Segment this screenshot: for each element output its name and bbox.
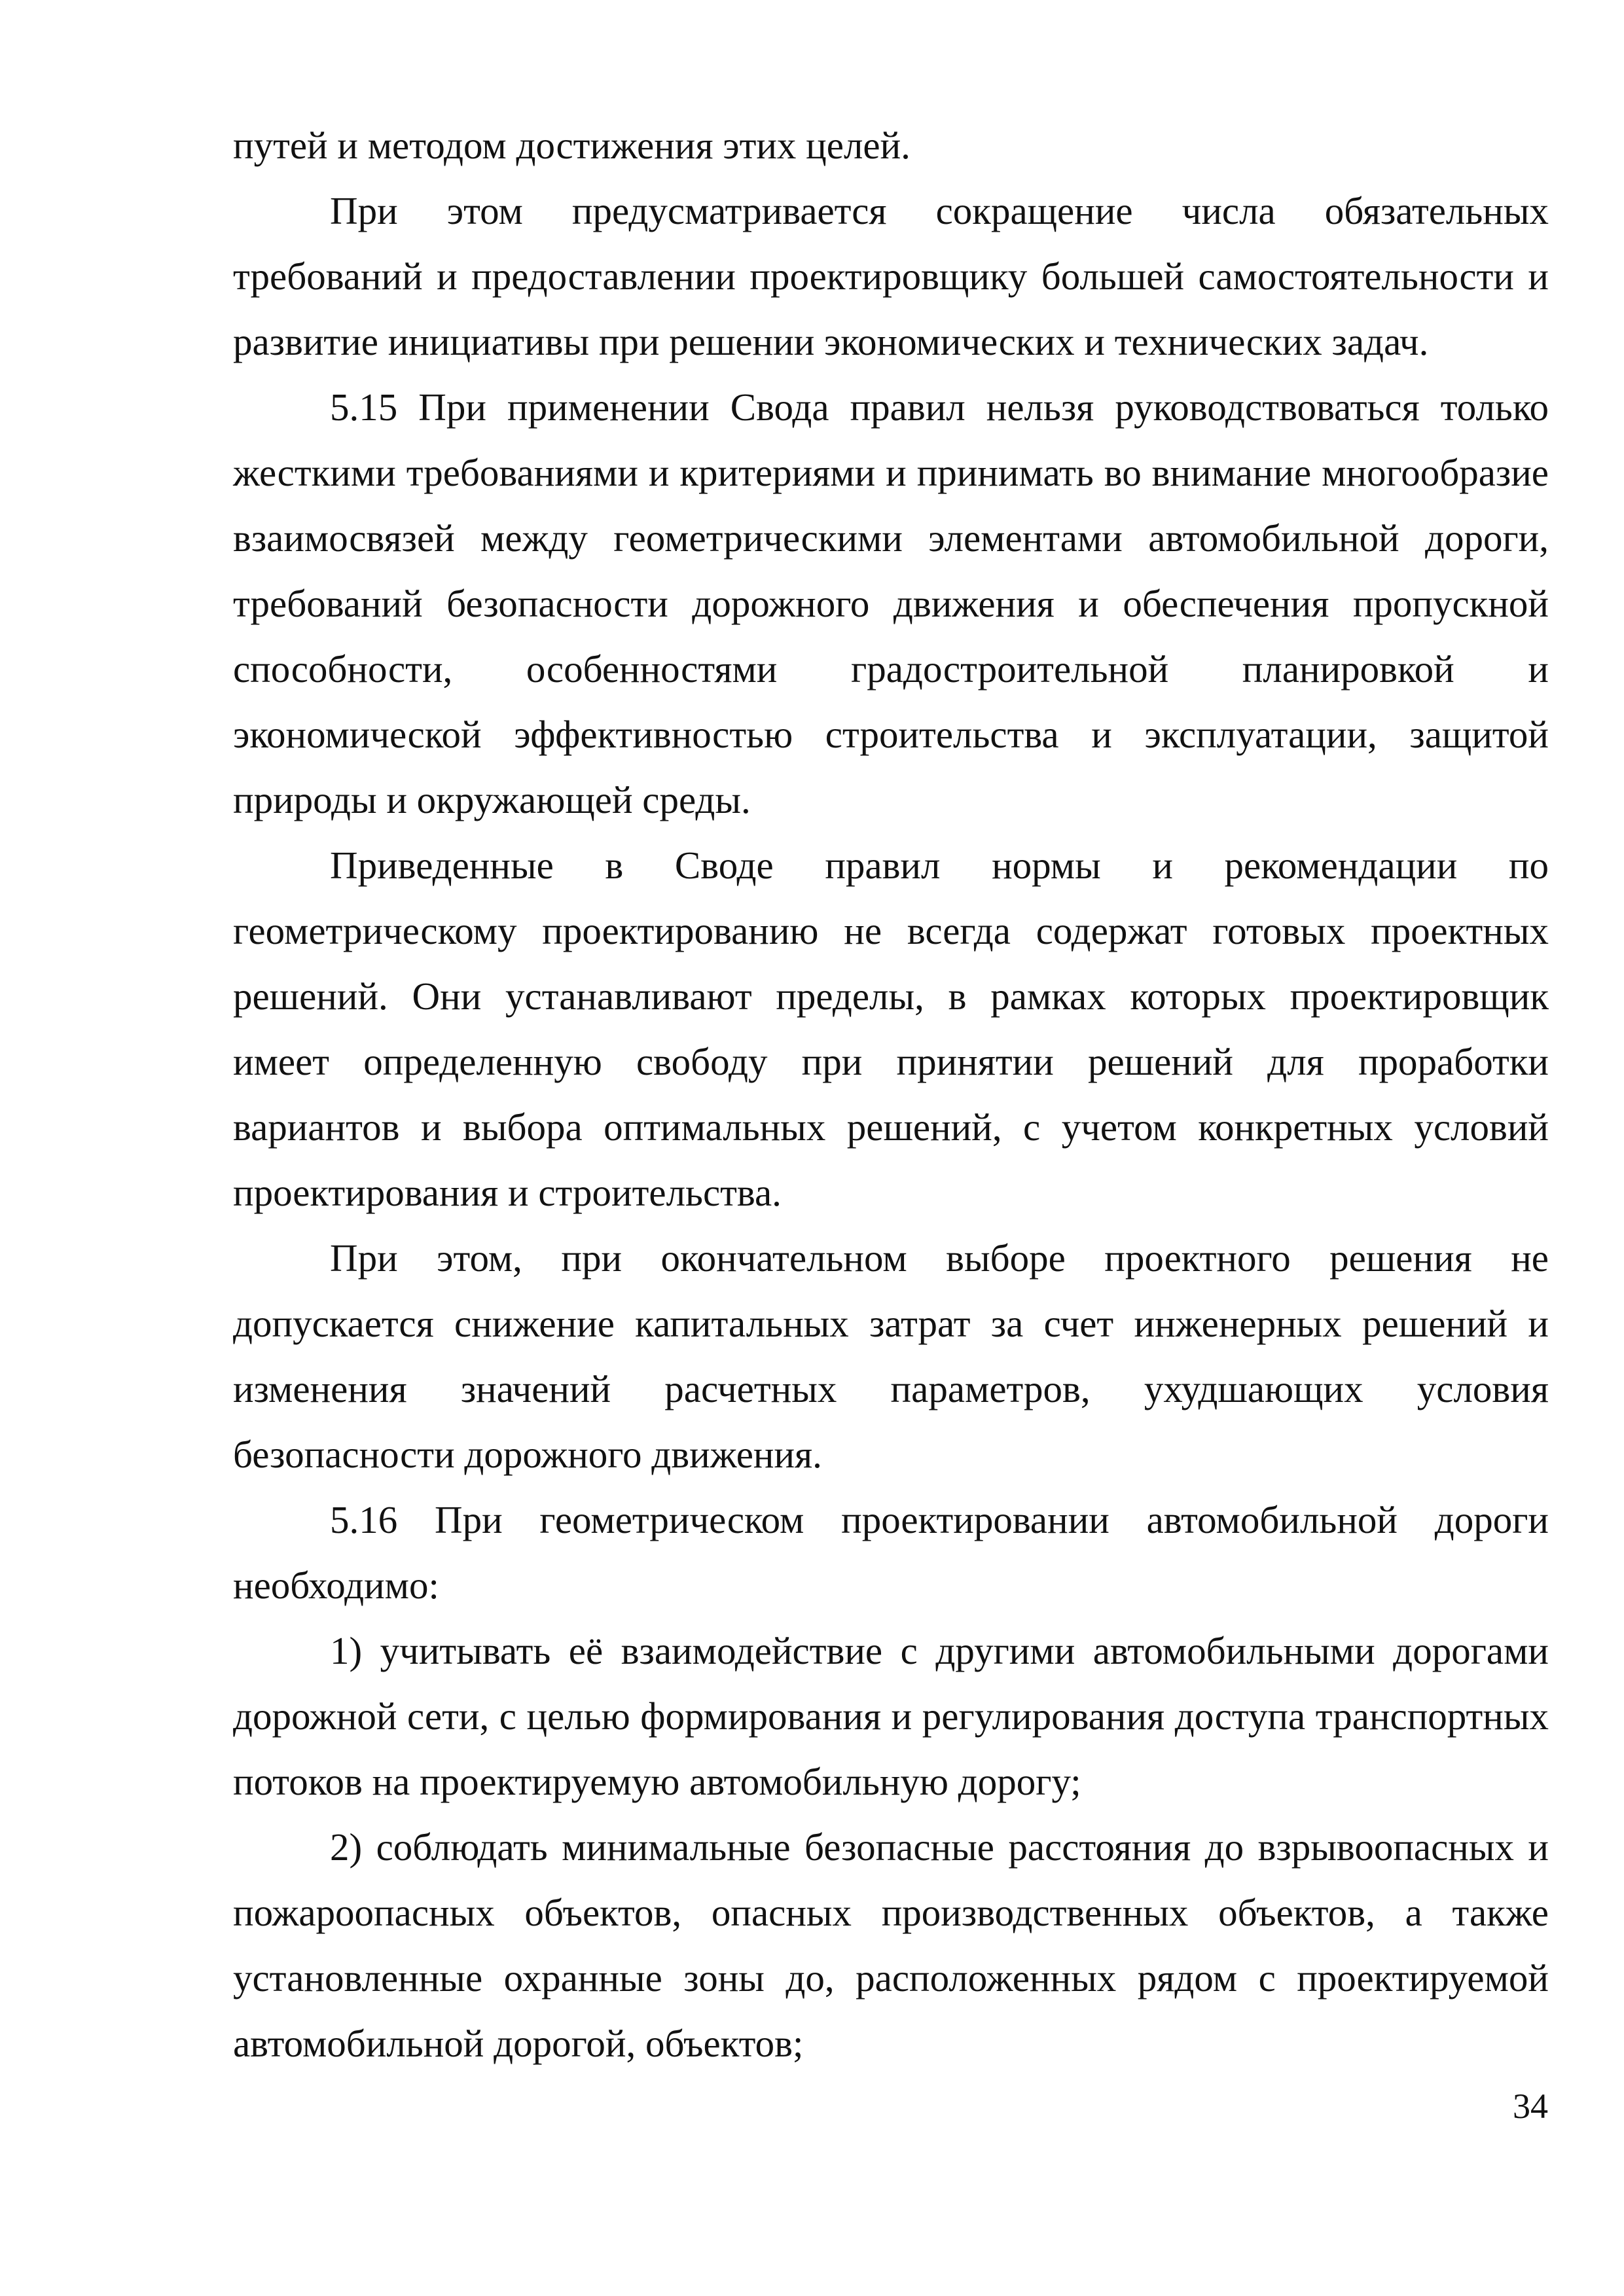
paragraph-requirements-reduction: При этом предусматривается сокращение числа обязательных требований и предоставлении проектировщику большей самостоятельности и развитие инициативы при решении экономических и технических задач. [233,189,1549,363]
paragraph-continuation: путей и методом достижения этих целей. [233,124,911,167]
body-text [233,113,1549,2076]
paragraph-cost-reduction: При этом, при окончательном выборе проектного решения не допускается снижение капитальных затрат за счет инженерных решений и изменения значений расчетных параметров, ухудшающих условия безопасности дорожного движения. [233,1236,1549,1476]
paragraph-5-15: 5.15 При применении Свода правил нельзя руководствоваться только жесткими требованиями и критериями и принимать во внимание многообразие взаимосвязей между геометрическими элементами автомобильной дороги, требований безопасности дорожного движения и обеспечения пропускной способности, особенностями градостроительной планировкой и экономической эффективностью строительства и эксплуатации, защитой природы и окружающей среды. [233,386,1549,821]
list-item-2: 2) соблюдать минимальные безопасные расстояния до взрывоопасных и пожароопасных объектов, опасных производственных объектов, а также установленные охранные зоны до, расположенных рядом с проектируемой автомобильной дорогой, объектов; [233,1825,1549,2065]
paragraph-5-16: 5.16 При геометрическом проектировании автомобильной дороги необходимо: [233,1498,1549,1607]
page-number: 34 [1513,2087,1548,2126]
list-item-1: 1) учитывать её взаимодействие с другими автомобильными дорогами дорожной сети, с целью формирования и регулирования доступа транспортных потоков на проектируемую автомобильную дорогу; [233,1629,1549,1803]
paragraph-norms-recommendations: Приведенные в Своде правил нормы и рекомендации по геометрическому проектированию не всегда содержат готовых проектных решений. Они устанавливают пределы, в рамках которых проектировщик имеет определенную свободу при принятии решений для проработки вариантов и выбора оптимальных решений, с учетом конкретных условий проектирования и строительства. [233,844,1549,1214]
